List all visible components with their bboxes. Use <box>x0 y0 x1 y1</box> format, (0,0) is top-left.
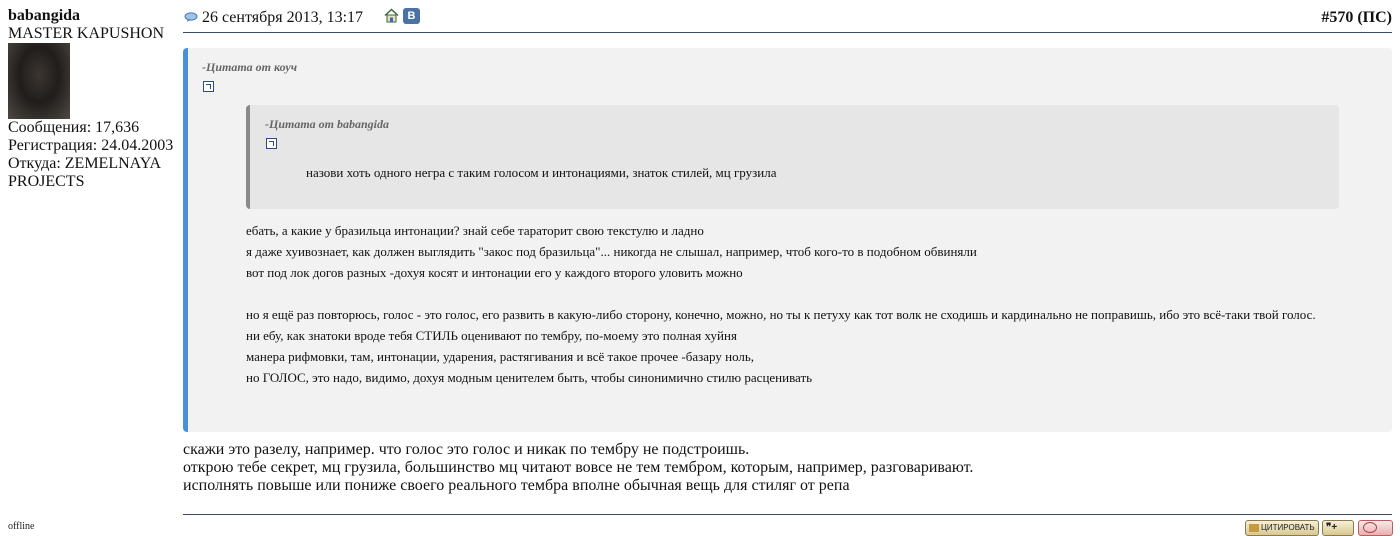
quote-line: ебать, а какие у бразильца интонации? знай себе тараторит свою текстулю и ладно <box>246 223 704 238</box>
multi-quote-icon: ❞+ <box>1326 522 1338 533</box>
quote-line: ни ебу, как знатоки вроде тебя СТИЛЬ оценивают по тембру, по-моему это полная хуйня <box>246 328 737 343</box>
nested-quote-text: назови хоть одного негра с таким голосом и интонациями, знаток стилей, мц грузила <box>306 165 777 180</box>
report-icon <box>1363 522 1377 533</box>
user-location: Откуда: ZEMELNAYA PROJECTS <box>8 155 161 190</box>
user-registration: Регистрация: 24.04.2003 <box>8 137 174 154</box>
post-date: 26 сентября 2013, 13:17 <box>202 9 364 26</box>
vk-icon[interactable]: В <box>403 8 420 24</box>
post-header <box>183 7 1392 33</box>
avatar[interactable] <box>8 43 70 119</box>
avatar-container <box>8 43 178 119</box>
nested-quote-attribution: -Цитата от babangida <box>265 117 390 131</box>
nested-quote-block <box>246 105 1339 209</box>
quote-block <box>183 48 1392 432</box>
quote-line: манера рифмовки, там, интонации, ударения, растягивания и всё такое прочее -базару ноль, <box>246 349 755 364</box>
post-body <box>183 441 973 495</box>
quote-attribution: -Цитата от коуч <box>202 60 298 74</box>
nested-quote-source-link-icon[interactable] <box>266 138 277 149</box>
post-body-line: открою тебе секрет, мц грузила, большинство мц читают вовсе не тем тембром, которым, например, разговаривают. <box>183 459 974 476</box>
report-button[interactable] <box>1358 520 1393 536</box>
post-body-line: исполнять повыше или пониже своего реального тембра вполне обычная вещь для стиляг от репа <box>183 477 850 494</box>
quote-button[interactable] <box>1245 520 1319 536</box>
user-post-count: Сообщения: 17,636 <box>8 119 140 136</box>
quote-source-link-icon[interactable] <box>203 81 214 92</box>
quote-line: но ГОЛОС, это надо, видимо, дохуя модным ценителем быть, чтобы синонимично стилю расценивать <box>246 370 813 385</box>
post-footer-divider <box>183 514 1392 515</box>
online-status: offline <box>8 521 35 532</box>
post-number-link[interactable]: #570 (ПС) <box>1321 9 1392 26</box>
quote-button-label: ЦИТИРОВАТЬ <box>1261 523 1315 532</box>
quote-text <box>246 220 1356 388</box>
quote-line <box>246 283 1356 304</box>
post-icon <box>184 12 198 22</box>
quote-bubble-icon <box>1249 524 1259 532</box>
multi-quote-button[interactable] <box>1322 520 1354 536</box>
quote-line: вот под лок догов разных -дохуя косят и интонации его у каждого второго уловить можно <box>246 265 743 280</box>
post-body-line: скажи это разелу, например. что голос это голос и никак по тембру не подстроишь. <box>183 441 750 458</box>
quote-line: я даже хуивознает, как должен выглядить "закос под бразильца"... никогда не слышал, например, чтоб кого-то в подобном обвиняли <box>246 244 977 259</box>
home-icon[interactable] <box>384 8 399 23</box>
user-sidebar <box>8 7 178 191</box>
user-rank: MASTER KAPUSHON <box>8 25 165 42</box>
quote-line: но я ещё раз повторюсь, голос - это голос, его развить в какую-либо сторону, конечно, можно, но ты к петуху как тот волк не сходишь и кардинально не поправишь, ибо это всё-таки твой голос. <box>246 307 1316 322</box>
username[interactable]: babangida <box>8 7 81 24</box>
